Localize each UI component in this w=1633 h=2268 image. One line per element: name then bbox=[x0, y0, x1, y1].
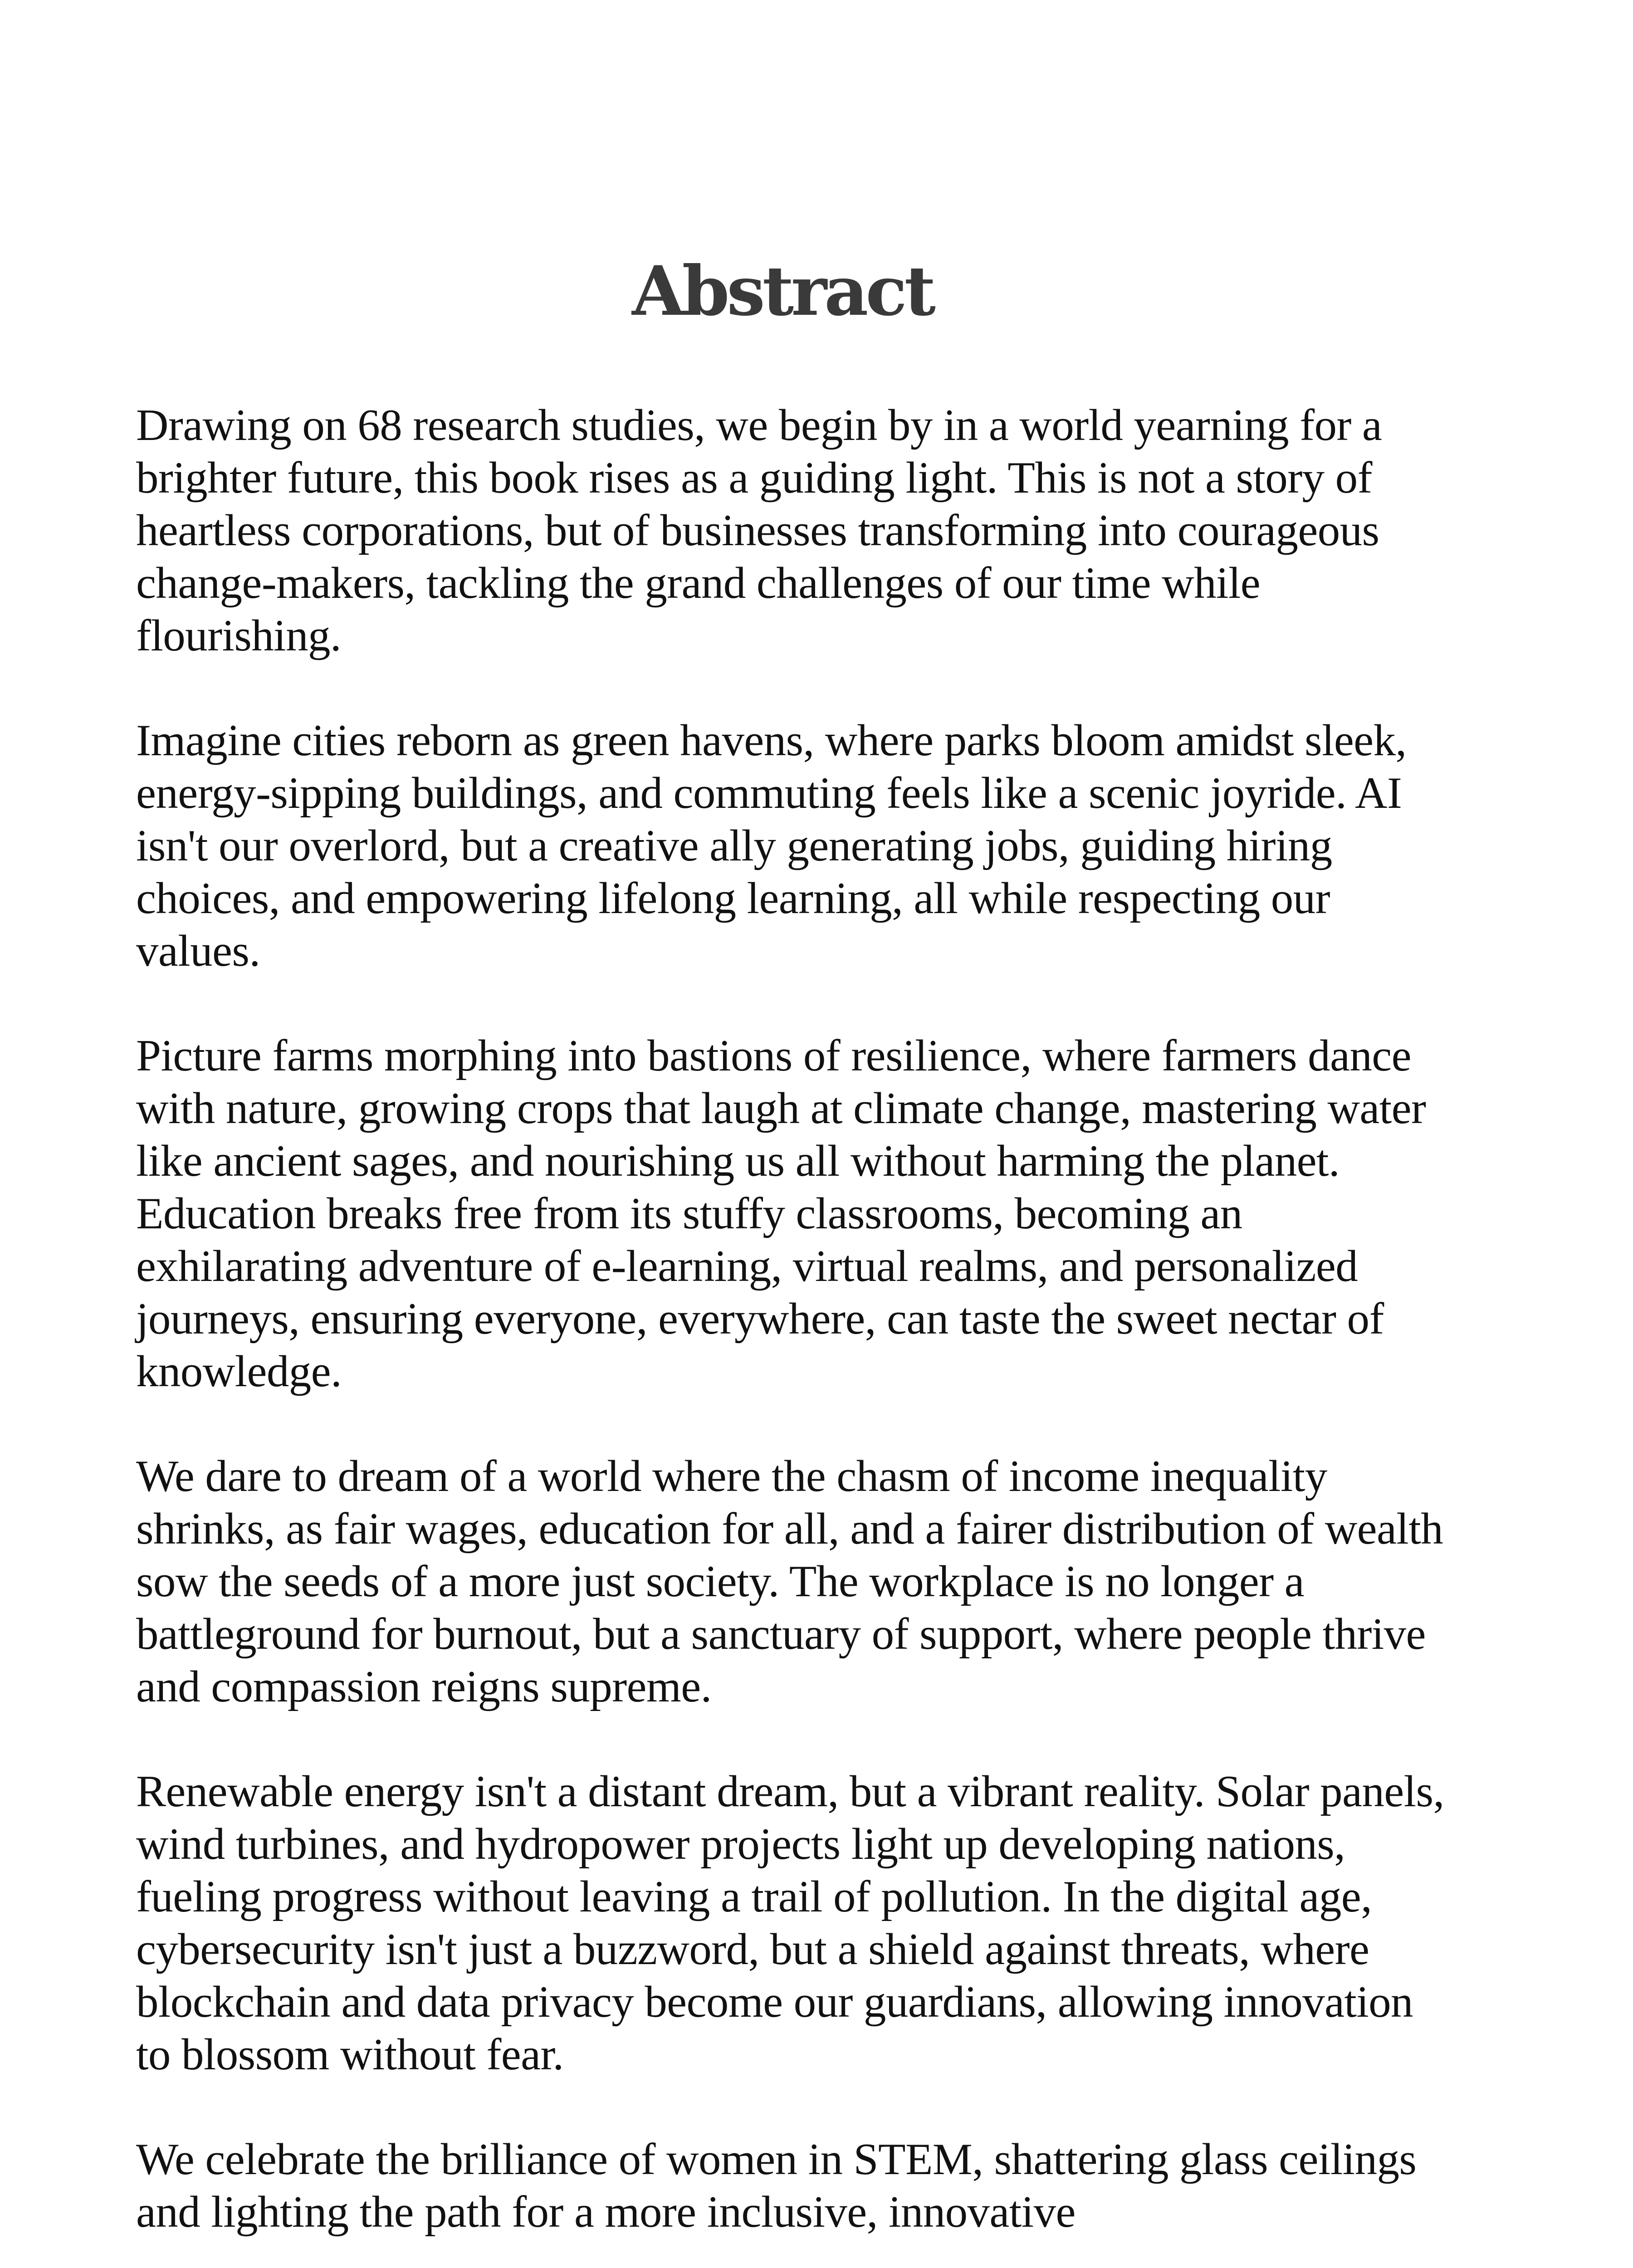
paragraph: Picture farms morphing into bastions of resilience, where farmers dance with nature, growing crops that laugh at climate change, mastering water like ancient sages, and nourishing us all without harming the planet. Education breaks free from its stuffy classrooms, becoming an exhilarating adventure of e-learning, virtual realms, and personalized journeys, ensuring everyone, everywhere, can taste the sweet nectar of knowledge. bbox=[136, 1031, 1426, 1396]
paragraph: Drawing on 68 research studies, we begin by in a world yearning for a brighter future, this book rises as a guiding light. This is not a story of heartless corporations, but of businesses transforming into courageous change-makers, tackling the grand challenges of our time while flourishing. bbox=[136, 401, 1382, 660]
page-title: Abstract bbox=[632, 251, 933, 331]
paragraph: Imagine cities reborn as green havens, where parks bloom amidst sleek, energy-sipping buildings, and commuting feels like a scenic joyride. AI isn't our overlord, but a creative ally generating jobs, guiding hiring choices, and empowering lifelong learning, all while respecting our values. bbox=[136, 716, 1407, 976]
paragraph: Renewable energy isn't a distant dream, but a vibrant reality. Solar panels, wind turbines, and hydropower projects light up developing nations, fueling progress without leaving a trail of pollution. In the digital age, cybersecurity isn't just a buzzword, but a shield against threats, where blockchain and data privacy become our guardians, allowing innovation to blossom without fear. bbox=[136, 1767, 1444, 2079]
paragraph: We celebrate the brilliance of women in STEM, shattering glass ceilings and lighting the path for a more inclusive, innovative bbox=[136, 2135, 1417, 2237]
abstract-body bbox=[136, 399, 1452, 2268]
paragraph: We dare to dream of a world where the chasm of income inequality shrinks, as fair wages, education for all, and a fairer distribution of wealth sow the seeds of a more just society. The workplace is no longer a battleground for burnout, but a sanctuary of support, where people thrive and compassion reigns supreme. bbox=[136, 1452, 1443, 1711]
